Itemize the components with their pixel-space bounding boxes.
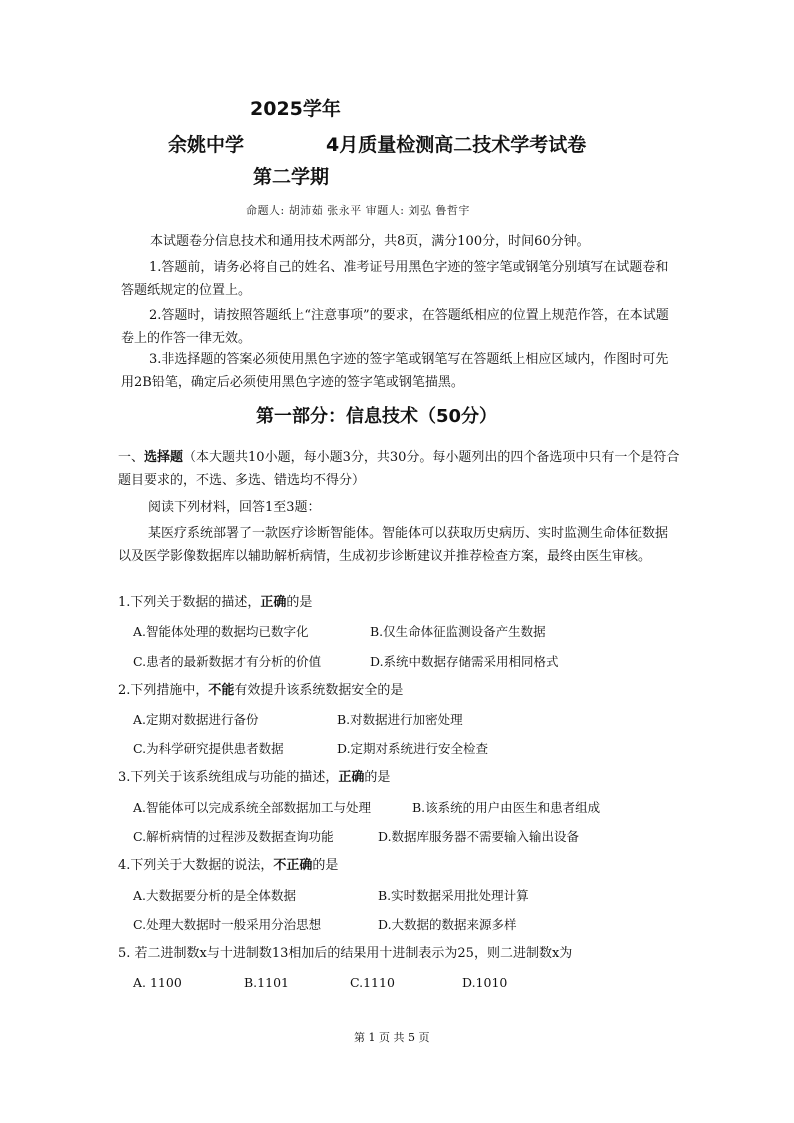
question-4-stem-end: 的是 <box>312 858 339 873</box>
question-2-stem: 2.下列措施中， <box>118 683 209 698</box>
question-5: 5. 若二进制数x与十进制数13相加后的结果用十进制表示为25，则二进制数x为 <box>118 946 573 961</box>
note-2: 2.答题时，请按照答题纸上“注意事项”的要求，在答题纸相应的位置上规范作答，在本试题卷上的作答一律无效。 <box>121 308 669 346</box>
material-text: 某医疗系统部署了一款医疗诊断智能体。智能体可以获取历史病历、实时监测生命体征数据以及医学影像数据库以辅助解析病情，生成初步诊断建议并推荐检查方案，最终由医生审核。 <box>118 526 669 564</box>
q3-option-a: A.智能体可以完成系统全部数据加工与处理 <box>133 800 372 815</box>
q5-option-c: C.1110 <box>350 975 395 990</box>
section-desc: （本大题共10小题，每小题3分，共30分。每小题列出的四个备选项中只有一个是符合题目要求的，不选、多选、错选均不得分） <box>118 450 680 488</box>
question-1-emphasis: 正确 <box>260 595 287 610</box>
question-3-stem: 3.下列关于该系统组成与功能的描述， <box>118 770 339 785</box>
q3-option-c: C.解析病情的过程涉及数据查询功能 <box>133 829 334 844</box>
question-1 <box>118 592 312 614</box>
question-4 <box>118 855 338 877</box>
question-2 <box>118 680 403 702</box>
page-footer: 第 1 页 共 5 页 <box>354 1031 430 1044</box>
question-3-stem-end: 的是 <box>364 770 391 785</box>
q2-option-b: B.对数据进行加密处理 <box>337 712 463 727</box>
q1-option-a: A.智能体处理的数据均已数字化 <box>133 624 309 639</box>
question-1-stem-end: 的是 <box>286 595 313 610</box>
school-name: 余姚中学 <box>168 134 245 156</box>
q5-option-b: B.1101 <box>244 975 289 990</box>
authors-line: 命题人: 胡沛茹 张永平 审题人: 刘弘 鲁哲宇 <box>246 204 470 217</box>
note-3: 3.非选择题的答案必须使用黑色字迹的签字笔或钢笔写在答题纸上相应区域内，作图时可先用2B铅笔，确定后必须使用黑色字迹的签字笔或钢笔描黑。 <box>121 352 669 390</box>
q2-option-c: C.为科学研究提供患者数据 <box>133 741 284 756</box>
question-4-stem: 4.下列关于大数据的说法， <box>118 858 274 873</box>
section1-intro <box>118 446 680 492</box>
q2-option-a: A.定期对数据进行备份 <box>133 712 259 727</box>
question-3-emphasis: 正确 <box>338 770 365 785</box>
intro-text: 本试题卷分信息技术和通用技术两部分，共8页，满分100分，时间60分钟。 <box>150 234 590 249</box>
q3-option-b: B.该系统的用户由医生和患者组成 <box>412 800 601 815</box>
semester-heading: 第二学期 <box>253 166 330 188</box>
section-prefix: 一、 <box>118 450 145 465</box>
q5-option-d: D.1010 <box>462 975 508 990</box>
q5-option-a: A. 1100 <box>133 975 182 990</box>
reading-instruction: 阅读下列材料，回答1至3题： <box>148 500 321 515</box>
question-2-emphasis: 不能 <box>208 683 235 698</box>
question-2-stem-end: 有效提升该系统数据安全的是 <box>234 683 404 698</box>
question-4-emphasis: 不正确 <box>273 858 313 873</box>
question-3 <box>118 767 390 789</box>
question-1-stem: 1.下列关于数据的描述， <box>118 595 261 610</box>
q4-option-a: A.大数据要分析的是全体数据 <box>133 888 297 903</box>
q4-option-c: C.处理大数据时一般采用分治思想 <box>133 917 322 932</box>
q1-option-c: C.患者的最新数据才有分析的价值 <box>133 654 322 669</box>
section-label: 选择题 <box>144 450 184 465</box>
q1-option-b: B.仅生命体征监测设备产生数据 <box>370 624 546 639</box>
year-heading: 2025学年 <box>250 98 341 120</box>
q2-option-d: D.定期对系统进行安全检查 <box>337 741 489 756</box>
part1-title: 第一部分：信息技术（50分） <box>256 406 498 427</box>
q1-option-d: D.系统中数据存储需采用相同格式 <box>370 654 559 669</box>
q4-option-d: D.大数据的数据来源多样 <box>378 917 517 932</box>
q4-option-b: B.实时数据采用批处理计算 <box>378 888 529 903</box>
note-1: 1.答题前，请务必将自己的姓名、准考证号用黑色字迹的签字笔或钢笔分别填写在试题卷和答题纸规定的位置上。 <box>121 260 669 298</box>
q3-option-d: D.数据库服务器不需要输入输出设备 <box>378 829 580 844</box>
exam-title: 4月质量检测高二技术学考试卷 <box>326 134 587 156</box>
